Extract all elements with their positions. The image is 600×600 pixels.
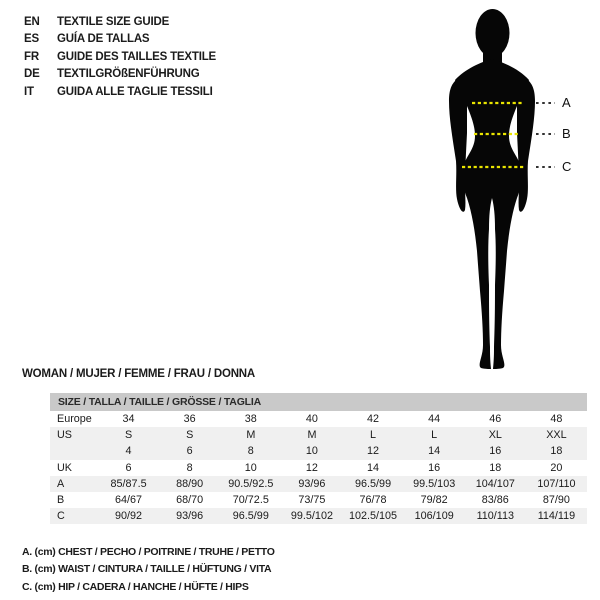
- language-line: [24, 31, 216, 49]
- table-cell: S: [186, 429, 194, 442]
- table-cell: 102.5/105: [349, 510, 398, 523]
- table-cell: 99.5/102: [290, 510, 333, 523]
- table-cell: 76/78: [359, 494, 387, 507]
- table-row: [50, 508, 587, 524]
- table-cell: 93/96: [176, 510, 204, 523]
- table-cell: 70/72.5: [232, 494, 269, 507]
- language-code: IT: [24, 85, 34, 98]
- chest-label: A: [562, 95, 571, 110]
- language-title: GUIDA ALLE TAGLIE TESSILI: [57, 85, 213, 98]
- size-table-header: SIZE / TALLA / TAILLE / GRÖSSE / TAGLIA: [50, 393, 587, 411]
- row-label: C: [57, 510, 65, 523]
- table-cell: S: [124, 429, 133, 442]
- size-table-body: [50, 411, 587, 524]
- language-code: FR: [24, 50, 39, 63]
- silhouette-body: [449, 9, 535, 369]
- row-label: A: [57, 477, 65, 490]
- table-cell: 16: [428, 461, 441, 474]
- section-title: WOMAN / MUJER / FEMME / FRAU / DONNA: [22, 368, 256, 380]
- table-cell: L: [370, 429, 377, 442]
- table-cell: 96.5/99: [232, 510, 269, 523]
- table-cell: 64/67: [115, 494, 143, 507]
- table-row: [50, 443, 587, 459]
- table-cell: M: [246, 429, 256, 442]
- waist-label: B: [562, 126, 571, 141]
- language-line: [24, 83, 216, 101]
- table-cell: 90.5/92.5: [228, 477, 274, 490]
- language-code: EN: [24, 15, 40, 28]
- silhouette-arm-right: [517, 77, 535, 212]
- table-cell: 85/87.5: [110, 477, 147, 490]
- row-label: Europe: [57, 413, 92, 426]
- language-code: ES: [24, 33, 39, 46]
- table-cell: M: [307, 429, 317, 442]
- row-label: B: [57, 494, 65, 507]
- language-line: [24, 66, 216, 84]
- table-cell: 8: [186, 461, 193, 474]
- table-cell: 40: [305, 413, 318, 426]
- silhouette-arm-left: [449, 77, 467, 212]
- table-cell: 90/92: [115, 510, 143, 523]
- table-cell: 110/113: [476, 510, 515, 523]
- footnote-line: C. (cm) HIP / CADERA / HANCHE / HÜFTE / HIPS: [22, 580, 249, 593]
- table-row: [50, 411, 587, 427]
- table-cell: 18: [489, 461, 502, 474]
- language-line: [24, 48, 216, 66]
- language-title: TEXTILE SIZE GUIDE: [57, 15, 170, 28]
- language-code: DE: [24, 68, 40, 81]
- table-cell: 93/96: [298, 477, 326, 490]
- table-cell: 12: [305, 461, 318, 474]
- table-cell: 36: [183, 413, 196, 426]
- table-cell: 79/82: [420, 494, 448, 507]
- woman-silhouette: [415, 3, 600, 375]
- language-title: TEXTILGRÖßENFÜHRUNG: [57, 68, 200, 81]
- table-cell: 42: [367, 413, 380, 426]
- table-cell: 44: [428, 413, 441, 426]
- table-row: [50, 476, 587, 492]
- table-cell: XL: [488, 429, 502, 442]
- table-cell: 88/90: [176, 477, 204, 490]
- footnote-line: B. (cm) WAIST / CINTURA / TAILLE / HÜFTUNG / VITA: [22, 563, 272, 576]
- size-table: [50, 393, 587, 524]
- table-cell: 18: [550, 445, 563, 458]
- footnotes: [22, 543, 275, 596]
- table-cell: 8: [247, 445, 254, 458]
- table-cell: 34: [122, 413, 135, 426]
- table-cell: 106/109: [414, 510, 454, 523]
- language-line: [24, 13, 216, 31]
- table-row: [50, 460, 587, 476]
- table-cell: 68/70: [176, 494, 204, 507]
- table-cell: 6: [125, 461, 132, 474]
- table-cell: 6: [186, 445, 193, 458]
- table-row: [50, 427, 587, 443]
- table-cell: 14: [367, 461, 380, 474]
- row-label: US: [57, 429, 72, 442]
- table-cell: 38: [244, 413, 257, 426]
- table-cell: L: [431, 429, 438, 442]
- table-cell: 83/86: [481, 494, 509, 507]
- table-cell: 99.5/103: [413, 477, 456, 490]
- table-cell: 114/119: [537, 510, 576, 523]
- table-cell: 107/110: [537, 477, 576, 490]
- hip-label: C: [562, 159, 572, 174]
- table-cell: 20: [550, 461, 563, 474]
- table-cell: XXL: [546, 429, 567, 442]
- table-cell: 4: [125, 445, 132, 458]
- row-label: UK: [57, 461, 72, 474]
- table-cell: 16: [489, 445, 502, 458]
- table-cell: 10: [244, 461, 257, 474]
- table-cell: 12: [367, 445, 380, 458]
- footnote-line: A. (cm) CHEST / PECHO / POITRINE / TRUHE / PETTO: [22, 545, 275, 558]
- table-cell: 14: [428, 445, 441, 458]
- table-cell: 96.5/99: [355, 477, 392, 490]
- table-cell: 73/75: [298, 494, 326, 507]
- language-title: GUIDE DES TAILLES TEXTILE: [57, 50, 216, 63]
- table-cell: 87/90: [542, 494, 570, 507]
- table-row: [50, 492, 587, 508]
- table-cell: 10: [305, 445, 318, 458]
- table-cell: 48: [550, 413, 563, 426]
- language-list: [24, 13, 216, 101]
- table-cell: 46: [489, 413, 502, 426]
- language-title: GUÍA DE TALLAS: [57, 33, 150, 46]
- table-cell: 104/107: [475, 477, 515, 490]
